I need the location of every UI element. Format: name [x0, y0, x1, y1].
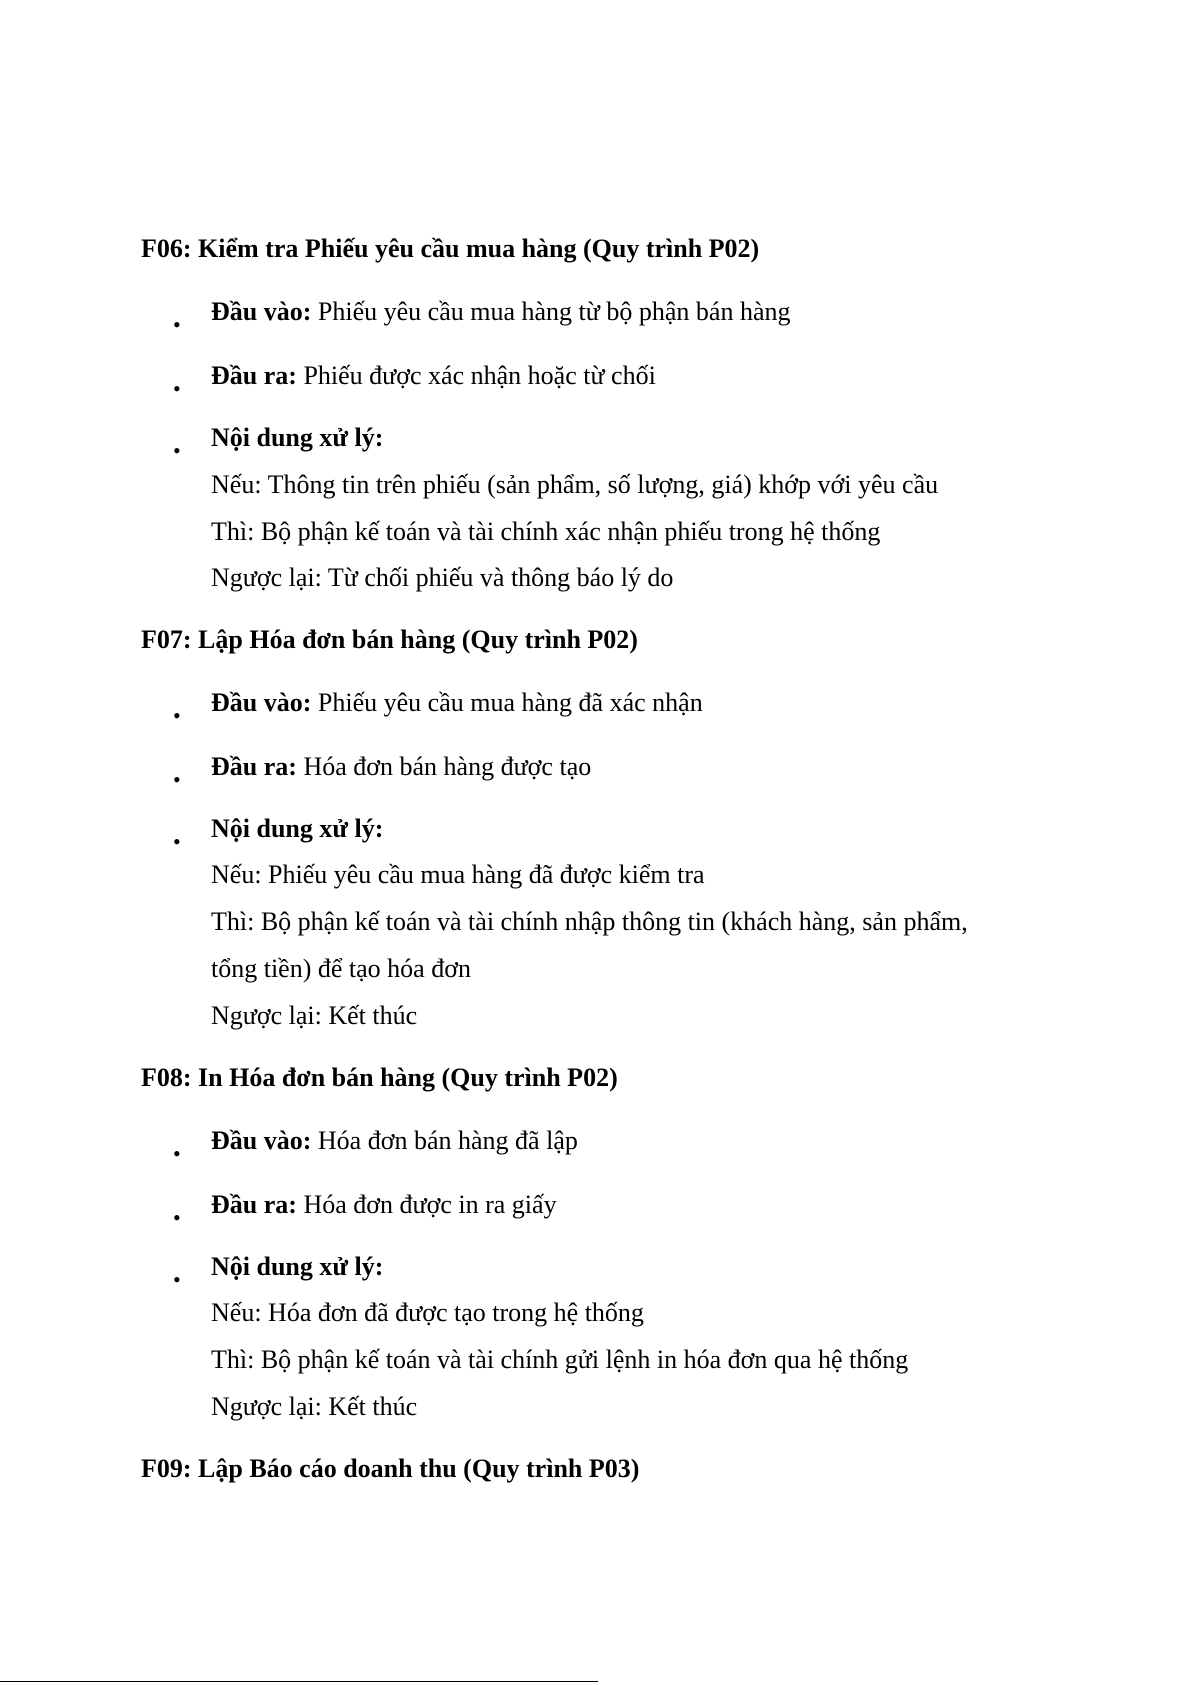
process-line: Ngược lại: Kết thúc: [211, 1392, 418, 1421]
output-label: Đầu ra:: [211, 1190, 297, 1219]
bullet-icon: •: [173, 1267, 181, 1292]
process-label: Nội dung xử lý:: [211, 814, 384, 843]
output-text: Hóa đơn bán hàng được tạo: [296, 752, 592, 781]
bullet-icon: •: [173, 703, 181, 728]
process-line: Thì: Bộ phận kế toán và tài chính xác nhận phiếu trong hệ thống: [211, 517, 881, 546]
footnote-separator: [0, 1681, 598, 1682]
process-label: Nội dung xử lý:: [211, 1252, 384, 1281]
section-heading-f09: F09: Lập Báo cáo doanh thu (Quy trình P03): [141, 1454, 640, 1483]
process-item: [211, 425, 383, 451]
process-line: Nếu: Phiếu yêu cầu mua hàng đã được kiểm tra: [211, 860, 705, 889]
bullet-icon: •: [173, 312, 181, 337]
process-item: [211, 816, 383, 842]
process-line: Thì: Bộ phận kế toán và tài chính gửi lệnh in hóa đơn qua hệ thống: [211, 1345, 909, 1374]
input-text: Phiếu yêu cầu mua hàng từ bộ phận bán hàng: [311, 297, 791, 326]
process-line: Ngược lại: Từ chối phiếu và thông báo lý do: [211, 563, 674, 592]
input-item: [211, 1128, 578, 1154]
process-line: Nếu: Thông tin trên phiếu (sản phẩm, số lượng, giá) khớp với yêu cầu: [211, 470, 939, 499]
section-heading-f08: F08: In Hóa đơn bán hàng (Quy trình P02): [141, 1063, 618, 1092]
input-label: Đầu vào:: [211, 688, 312, 717]
bullet-icon: •: [173, 438, 181, 463]
output-text: Hóa đơn được in ra giấy: [296, 1190, 557, 1219]
output-item: [211, 363, 656, 389]
output-item: [211, 1192, 557, 1218]
process-line: Nếu: Hóa đơn đã được tạo trong hệ thống: [211, 1298, 644, 1327]
input-item: [211, 690, 703, 716]
bullet-icon: •: [173, 376, 181, 401]
section-heading-f07: F07: Lập Hóa đơn bán hàng (Quy trình P02): [141, 625, 638, 654]
process-line: Ngược lại: Kết thúc: [211, 1001, 418, 1030]
process-line: tổng tiền) để tạo hóa đơn: [211, 954, 471, 983]
bullet-icon: •: [173, 829, 181, 854]
process-line: Thì: Bộ phận kế toán và tài chính nhập thông tin (khách hàng, sản phẩm,: [211, 907, 968, 936]
input-label: Đầu vào:: [211, 297, 312, 326]
bullet-icon: •: [173, 1205, 181, 1230]
bullet-icon: •: [173, 767, 181, 792]
input-text: Phiếu yêu cầu mua hàng đã xác nhận: [311, 688, 703, 717]
input-label: Đầu vào:: [211, 1126, 312, 1155]
process-label: Nội dung xử lý:: [211, 423, 384, 452]
bullet-icon: •: [173, 1141, 181, 1166]
output-label: Đầu ra:: [211, 361, 297, 390]
output-text: Phiếu được xác nhận hoặc từ chối: [296, 361, 656, 390]
output-item: [211, 754, 591, 780]
output-label: Đầu ra:: [211, 752, 297, 781]
section-heading-f06: F06: Kiểm tra Phiếu yêu cầu mua hàng (Quy trình P02): [141, 234, 760, 263]
input-text: Hóa đơn bán hàng đã lập: [311, 1126, 578, 1155]
input-item: [211, 299, 791, 325]
process-item: [211, 1254, 383, 1280]
